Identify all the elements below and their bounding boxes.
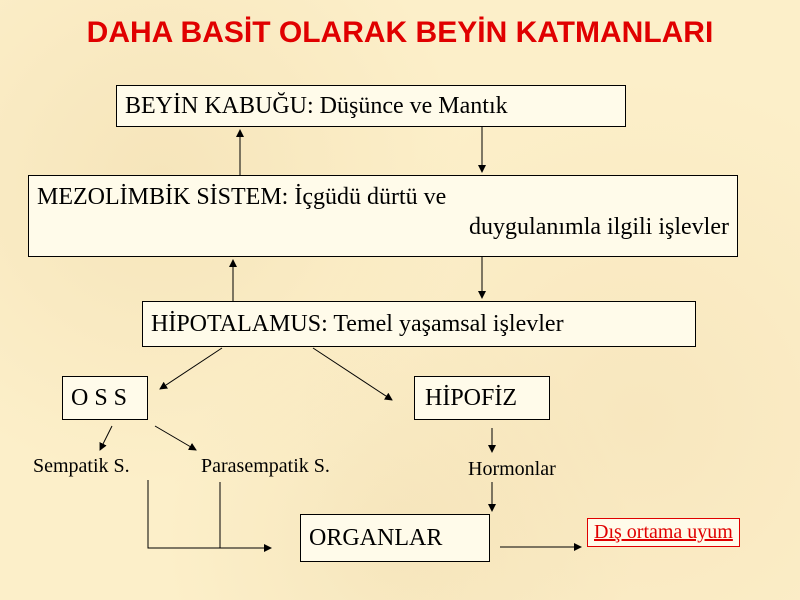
adaptation-link[interactable]: Dış ortama uyum [587, 518, 740, 547]
page-title: DAHA BASİT OLARAK BEYİN KATMANLARI [86, 16, 714, 49]
limbic-label-line2: duygulanımla ilgili işlevler [469, 214, 729, 240]
arrow-ans-to-sympathetic [100, 426, 112, 450]
limbic-label-line1: MEZOLİMBİK SİSTEM: İçgüdü dürtü ve [37, 184, 447, 210]
cortex-label: BEYİN KABUĞU: Düşünce ve Mantık [125, 93, 508, 119]
organs-label: ORGANLAR [309, 525, 443, 551]
arrow-hypothalamus-to-pituitary [313, 348, 392, 400]
ans-label: O S S [71, 385, 128, 411]
arrow-hypothalamus-to-ans [160, 348, 222, 389]
hormones-label: Hormonlar [468, 458, 556, 480]
arrow-ans-to-parasympathetic [155, 426, 196, 450]
arrow-sympathetic-to-organs [148, 480, 271, 548]
sympathetic-label: Sempatik S. [33, 455, 130, 477]
parasympathetic-label: Parasempatik S. [201, 455, 330, 477]
pituitary-label: HİPOFİZ [425, 385, 518, 411]
hypothalamus-label: HİPOTALAMUS: Temel yaşamsal işlevler [151, 311, 564, 337]
